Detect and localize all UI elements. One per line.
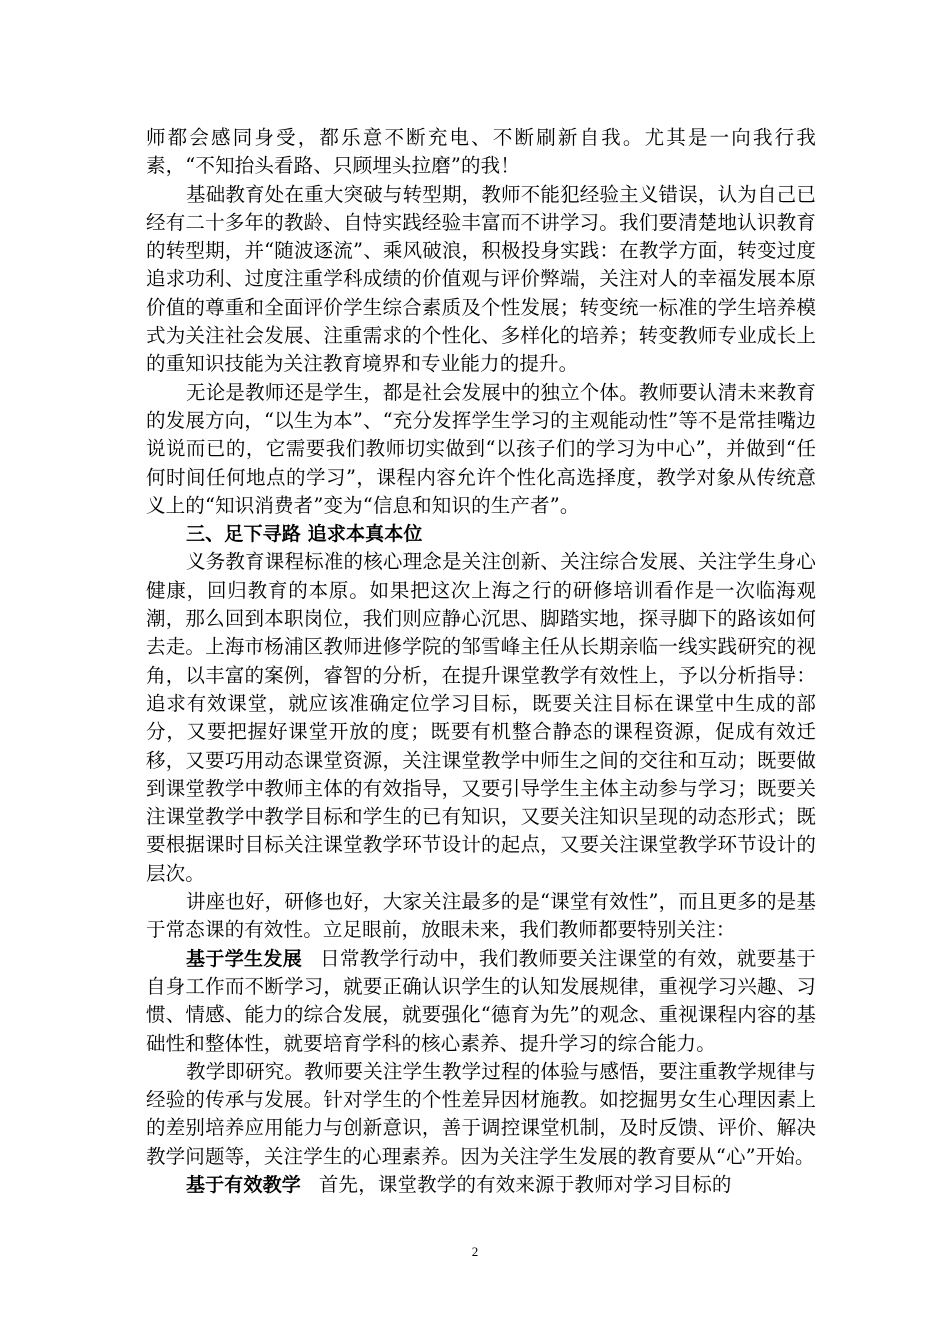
paragraph-effective-teaching-text: 首先，课堂教学的有效来源于教师对学习目标的 — [318, 1172, 732, 1196]
paragraph-student-development-text: 日常教学行动中，我们教师要关注课堂的有效，就要基于自身工作而不断学习，就要正确认识学生的认知发展规律，重视学习兴趣、习惯、情感、能力的综合发展，就要强化“德育为先”的观念、重视课程内容的基础性和整体性，就要培育学科的核心素养、提升学习的综合能力。 — [146, 946, 816, 1055]
section-heading: 三、足下寻路 追求本真本位 — [186, 523, 423, 546]
paragraph-individual: 无论是教师还是学生，都是社会发展中的独立个体。教师要认清未来教育的发展方向，“以生为本”、“充分发挥学生学习的主观能动性”等不是常挂嘴边说说而已的，它需要我们教师切实做到“以孩子们的学习为中心”，并做到“任何时间任何地点的学习”，课程内容允许个性化高选择度，教学对象从传统意义上的“知识消费者”变为“信息和知识的生产者”。 — [146, 380, 816, 517]
page-number: 2 — [471, 1244, 479, 1259]
lead-student-development: 基于学生发展 — [186, 947, 303, 970]
document-page — [146, 124, 816, 1199]
paragraph-effectiveness: 讲座也好，研修也好，大家关注最多的是“课堂有效性”，而且更多的是基于常态课的有效性。立足眼前，放眼未来，我们教师都要特别关注： — [146, 890, 816, 942]
lead-effective-teaching: 基于有效教学 — [186, 1173, 301, 1196]
paragraph-student-development — [146, 945, 816, 1058]
paragraph-effective-teaching — [146, 1171, 816, 1199]
paragraph-curriculum: 义务教育课程标准的核心理念是关注创新、关注综合发展、关注学生身心健康，回归教育的本原。如果把这次上海之行的研修培训看作是一次临海观潮，那么回到本职岗位，我们则应静心沉思、脚踏实地，探寻脚下的路该如何去走。上海市杨浦区教师进修学院的邹雪峰主任从长期亲临一线实践研究的视角，以丰富的案例，睿智的分析，在提升课堂教学有效性上，予以分析指导：追求有效课堂，就应该准确定位学习目标，既要关注目标在课堂中生成的部分，又要把握好课堂开放的度；既要有机整合静态的课程资源，促成有效迁移，又要巧用动态课堂资源，关注课堂教学中师生之间的交往和互动；既要做到课堂教学中教师主体的有效指导，又要引导学生主体主动参与学习；既要关注课堂教学中教学目标和学生的已有知识，又要关注知识呈现的动态形式；既要根据课时目标关注课堂教学环节设计的起点，又要关注课堂教学环节设计的层次。 — [146, 550, 816, 885]
paragraph-continuation: 师都会感同身受，都乐意不断充电、不断刷新自我。尤其是一向我行我素，“不知抬头看路、只顾埋头拉磨”的我！ — [146, 126, 816, 178]
paragraph-transformation: 基础教育处在重大突破与转型期，教师不能犯经验主义错误，认为自己已经有二十多年的教龄、自恃实践经验丰富而不讲学习。我们要清楚地认识教育的转型期，并“随波逐流”、乘风破浪，积极投身实践：在教学方面，转变过度追求功利、过度注重学科成绩的价值观与评价弊端，关注对人的幸福发展本原价值的尊重和全面评价学生综合素质及个性发展；转变统一标准的学生培养模式为关注社会发展、注重需求的个性化、多样化的培养；转变教师专业成长上的重知识技能为关注教育境界和专业能力的提升。 — [146, 182, 816, 376]
paragraph-teaching-research: 教学即研究。教师要关注学生教学过程的体验与感悟，要注重教学规律与经验的传承与发展。针对学生的个性差异因材施教。如挖掘男女生心理因素上的差别培养应用能力与创新意识，善于调控课堂机制，及时反馈、评价、解决教学问题等，关注学生的心理素养。因为关注学生发展的教育要从“心”开始。 — [146, 1059, 816, 1168]
